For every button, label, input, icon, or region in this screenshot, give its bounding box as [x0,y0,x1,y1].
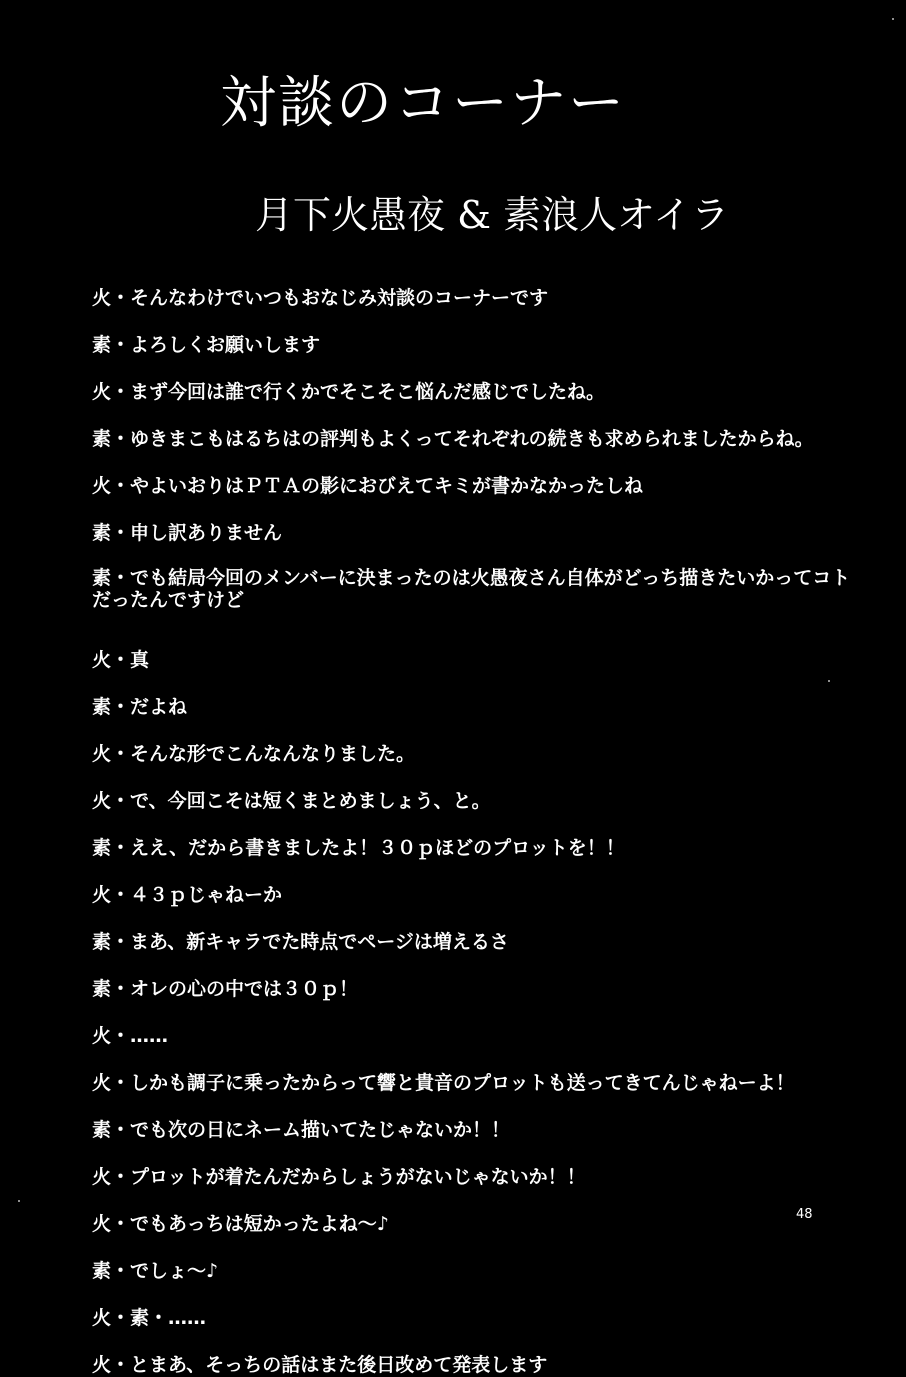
dialogue-line: 素・まあ、新キャラでた時点でページは増えるさ [92,931,509,953]
dialogue-line: 火・４３ｐじゃねーか [92,884,283,906]
dialogue-line: 素・ゆきまこもはるちはの評判もよくってそれぞれの続きも求められましたからね。 [92,428,814,450]
dialogue-line: 火・そんな形でこんなんなりました。 [92,743,416,765]
dialogue-line: 火・やよいおりはＰＴＡの影におびえてキミが書かなかったしね [92,475,644,497]
dialogue-line: 火・でもあっちは短かったよね～♪ [92,1213,389,1235]
page-number: 48 [796,1207,813,1222]
dialogue-line: 火・真 [92,649,150,671]
dialogue-line: 火・素・…… [92,1307,207,1329]
dialogue-line: 火・…… [92,1025,169,1047]
dialogue-line: 火・プロットが着たんだからしょうがないじゃないか！！ [92,1166,586,1188]
page-subtitle: 月下火愚夜 & 素浪人オイラ [255,193,730,237]
paper-speck [892,18,894,20]
dialogue-line: 素・よろしくお願いします [92,334,321,356]
dialogue-line: 素・だよね [92,696,188,718]
page-title: 対談のコーナー [220,71,626,136]
paper-speck [18,1200,20,1202]
dialogue-line: 火・とまあ、そっちの話はまた後日改めて発表します [92,1354,548,1376]
dialogue-line: 火・で、今回こそは短くまとめましょう、と。 [92,790,491,812]
dialogue-line: 素・でしょ～♪ [92,1260,219,1282]
dialogue-line: 素・ええ、だから書きましたよ！３０ｐほどのプロットを！！ [92,837,625,859]
dialogue-line: 火・しかも調子に乗ったからって響と貴音のプロットも送ってきてんじゃねーよ！ [92,1072,795,1094]
dialogue-line: 素・でも次の日にネーム描いてたじゃないか！！ [92,1119,511,1141]
dialogue-line: 素・申し訳ありません [92,522,283,544]
dialogue-line: 素・オレの心の中では３０ｐ！ [92,978,359,1000]
paper-speck [828,680,830,682]
dialogue-line: 火・まず今回は誰で行くかでそこそこ悩んだ感じでしたね。 [92,381,606,403]
dialogue-line: 火・そんなわけでいつもおなじみ対談のコーナーです [92,287,549,309]
dialogue-line: 素・でも結局今回のメンバーに決まったのは火愚夜さん自体がどっち描きたいかってコトだったんですけど [92,567,851,611]
